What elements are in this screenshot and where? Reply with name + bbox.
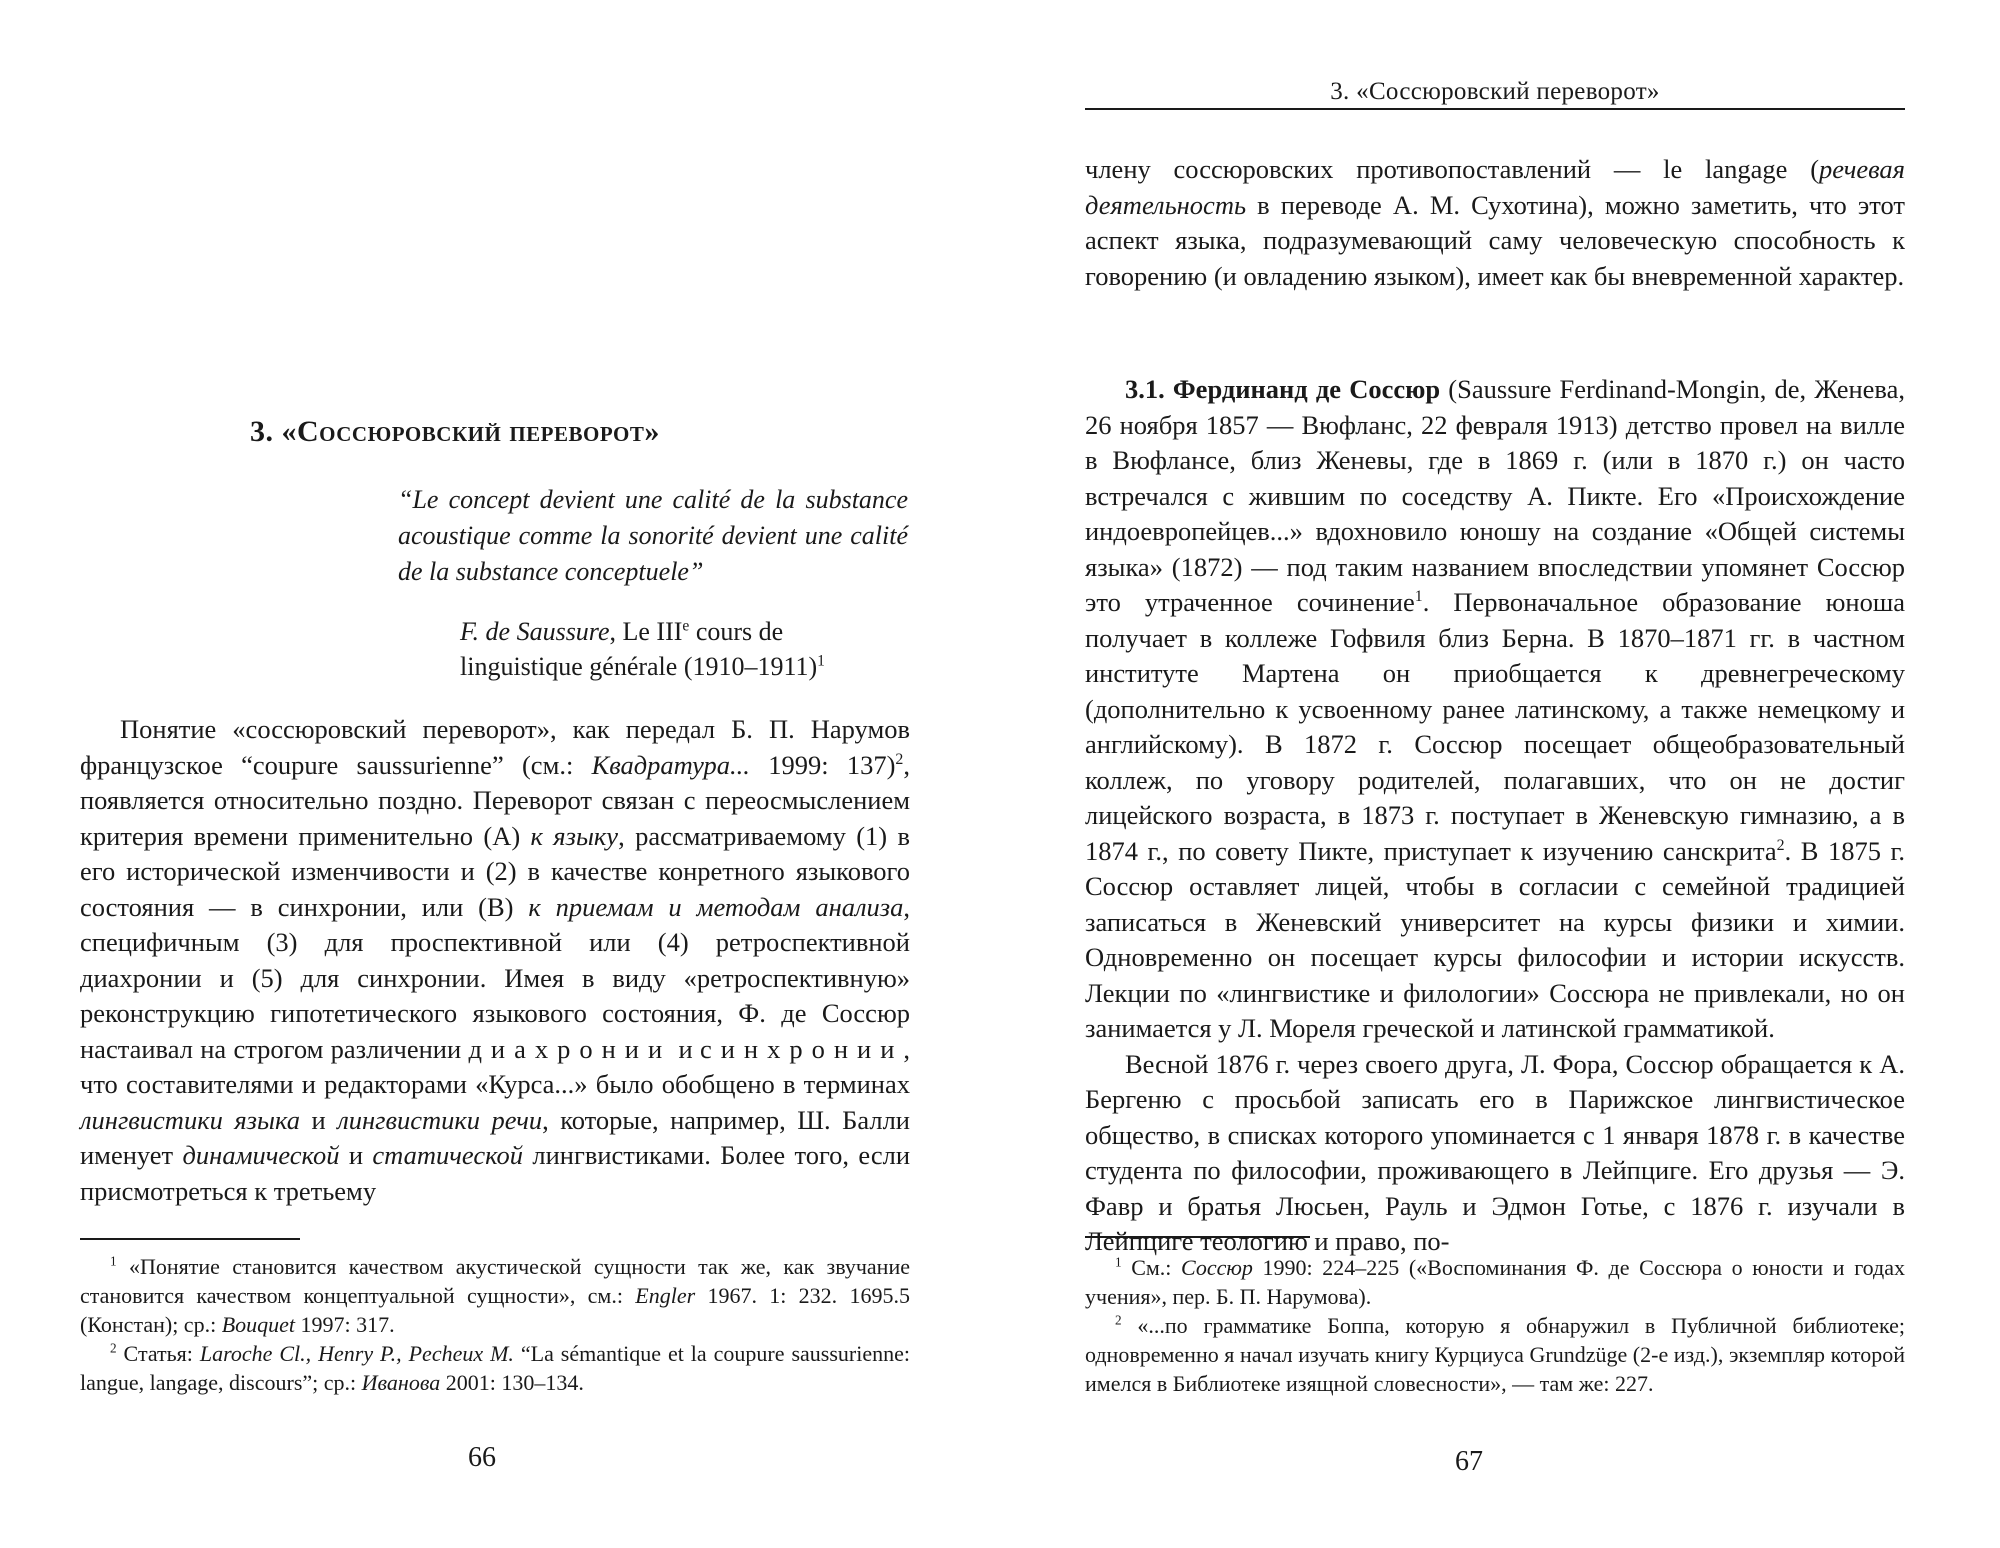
running-head: 3. «Соссюровский переворот»	[1085, 78, 1905, 110]
paragraph: Весной 1876 г. через своего друга, Л. Фора, Соссюр обращается к А. Бергеню с просьбой записать его в Парижское лингвистическое общество, в списках которого упоминается с 1 января 1878 г. в качестве студента по философии, проживающего в Лейпциге. Его друзья — Э. Фавр и братья Люсьен, Рауль и Эдмон Готье, с 1876 г. изучали в Лейпциге теологию и право, по-	[1085, 1048, 1905, 1256]
paragraph: члену соссюровских противопоставлений — le langage (речевая деятельность в переводе А. М. Сухотина), можно заметить, что этот аспект языка, подразумевающий саму человеческую способность к говорению (и овладению языком), имеет как бы вневременной характер.	[1085, 154, 1905, 291]
chapter-title: 3. «Соссюровский переворот»	[250, 415, 660, 448]
footnote: $^2$ Статья: Laroche Cl., Henry P., Pecheux M. “La sémantique et la coupure saussurienne: langue, langage, discours”; ср.: Иванова 2001: 130–134.	[80, 1340, 910, 1395]
footnote: $^1$ «Понятие становится качеством акустической сущности так же, как звучание становится качеством концептуальной сущности», см.: Engler 1967. 1: 232. 1695.5 (Констан); ср.: Bouquet 1997: 317.	[80, 1253, 910, 1337]
footnote: $^2$ «...по грамматике Боппа, которую я обнаружил в Публичной библиотеке; одновременно я начал изучать книгу Курциуса Grundzüge (2-е изд.), экземпляр которой имелся в Библиотеке изящной словесности», — там же: 227.	[1085, 1312, 1905, 1396]
paragraph: Понятие «соссюровский переворот», как передал Б. П. Нарумов французское “coupure saussurienne” (см.: Квадратура... 1999: 137)$^2$, появляется относительно поздно. Переворот связан с переосмыслением критерия времени применительно (А) к языку, рассматриваемому (1) в его исторической изменчивости и (2) в качестве конретного языкового состояния — в синхронии, или (В) к приемам и методам анализа, специфичным (3) для проспективной или (4) ретроспективной диахронии и (5) для синхронии. Имея в виду «ретроспективную» реконструкцию гипотетического языкового состояния, Ф. де Соссюр настаивал на строгом различении диахронии и синхронии, что составителями и редакторами «Курса...» было обобщено в терминах лингвистики языка и лингвистики речи, которые, например, Ш. Балли именует динамической и статической лингвистиками. Более того, если присмотреться к третьему	[80, 714, 911, 1206]
section-heading: 3.1. Фердинанд де Соссюр	[1125, 374, 1441, 404]
footnotes	[1085, 1253, 1905, 1398]
footnote: $^1$ См.: Соссюр 1990: 224–225 («Воспоминания Ф. де Соссюра о юности и годах учения», пер. Б. П. Нарумова).	[1085, 1254, 1905, 1309]
page-number: 66	[468, 1442, 496, 1473]
body-text	[80, 712, 910, 1209]
footnote-rule	[80, 1238, 300, 1240]
epigraph-source: F. de Saussure, Le IIIe cours de linguistique générale (1910–1911)$^1$	[460, 617, 825, 681]
page-number: 67	[1455, 1446, 1483, 1477]
footnote-rule	[1085, 1236, 1310, 1238]
epigraph: “Le concept devient une calité de la substance acoustique comme la sonorité devient une calité de la substance conceptuele”	[398, 485, 908, 586]
paragraph: 3.1. Фердинанд де Соссюр (Saussure Ferdinand-Mongin, de, Женева, 26 ноября 1857 — Вюфланс, 22 февраля 1913) детство провел на вилле в Вюфлансе, близ Женевы, где в 1869 г. (или в 1870 г.) он часто встречался с жившим по соседству А. Пикте. Его «Происхождение индоевропейцев...» вдохновило юношу на создание «Общей системы языка» (1872) — под таким названием впоследствии упомянет Соссюр это утраченное сочинение$^1$. Первоначальное образование юноша получает в коллеже Гофвиля близ Берна. В 1870–1871 гг. в частном институте Мартена он приобщается к древнегреческому (дополнительно к усвоенному ранее латинскому, а также немецкому и английскому). В 1872 г. Соссюр посещает общеобразовательный коллеж, по уговору родителей, полагавших, что он не достиг лицейского возраста, в 1873 г. поступает в Женевскую гимназию, а в 1874 г., по совету Пикте, приступает к изучению санскрита$^2$. В 1875 г. Соссюр оставляет лицей, чтобы в согласии с семейной традицией записаться в Женевский университет на курсы физики и химии. Одновременно он посещает курсы философии и истории искусств. Лекции по «лингвистике и филологии» Соссюра не привлекали, но он занимается у Л. Мореля греческой и латинской грамматикой.	[1085, 374, 1905, 1043]
continued-text	[1085, 152, 1905, 294]
footnotes	[80, 1252, 910, 1397]
section-text	[1085, 372, 1905, 1260]
